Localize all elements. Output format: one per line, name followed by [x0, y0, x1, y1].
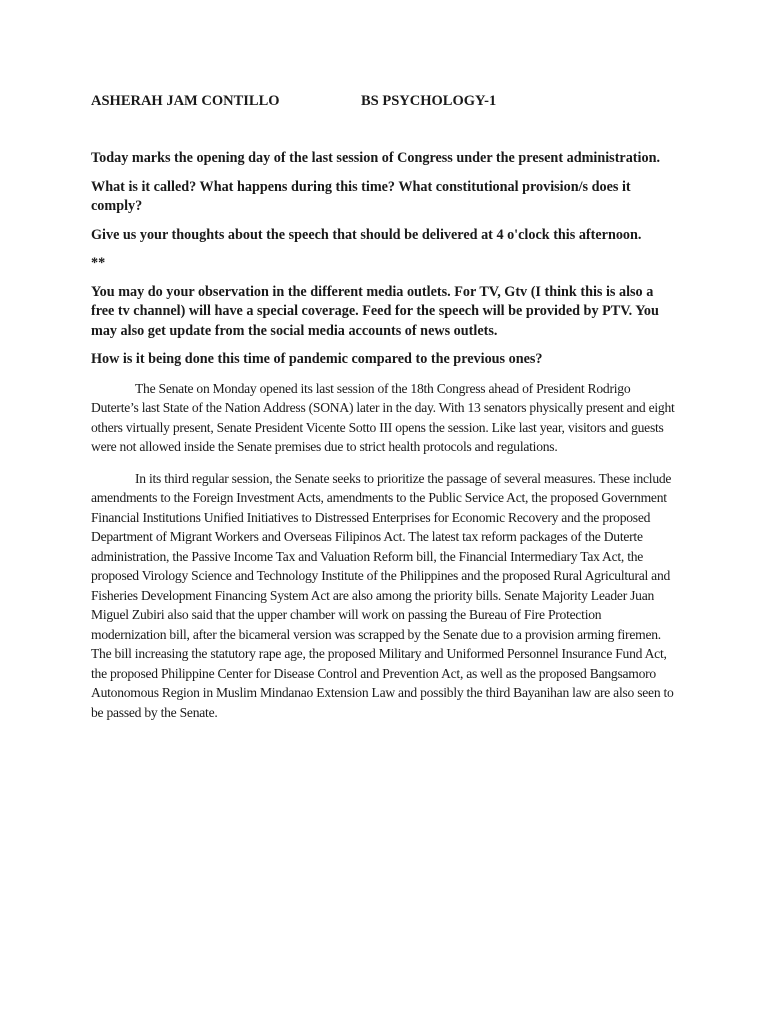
- student-name: ASHERAH JAM CONTILLO: [91, 93, 280, 109]
- prompt-paragraph-5: How is it being done this time of pandemic compared to the previous ones?: [91, 351, 543, 367]
- document-page: [91, 93, 677, 734]
- document-header: [91, 93, 677, 113]
- answer-paragraph-1: The Senate on Monday opened its last session of the 18th Congress ahead of President Rodrigo Duterte’s last State of the Nation Address (SONA) later in the day. With 13 senators physically present and eight others virtually present, Senate President Vicente Sotto III opens the session. Like last year, visitors and guests were not allowed inside the Senate premises due to strict health protocols and regulations.: [91, 380, 675, 454]
- prompt-paragraph-4: You may do your observation in the different media outlets. For TV, Gtv (I think this is also a free tv channel) will have a special coverage. Feed for the speech will be provided by PTV. You may also get update from the social media accounts of news outlets.: [91, 283, 659, 339]
- course-label: BS PSYCHOLOGY-1: [361, 93, 497, 109]
- prompt-paragraph-3: Give us your thoughts about the speech that should be delivered at 4 o'clock this afternoon.: [91, 226, 642, 243]
- answer-paragraph-2: In its third regular session, the Senate seeks to prioritize the passage of several measures. These include amendments to the Foreign Investment Acts, amendments to the Public Service Act, the proposed Government Financial Institutions Unified Initiatives to Distressed Enterprises for Economic Recovery and the proposed Department of Migrant Workers and Overseas Filipinos Act. The latest tax reform packages of the Duterte administration, the Passive Income Tax and Valuation Reform bill, the Financial Intermediary Tax Act, the proposed Virology Science and Technology Institute of the Philippines and the proposed Rural Agricultural and Fisheries Development Financing System Act are also among the priority bills. Senate Majority Leader Juan Miguel Zubiri also said that the upper chamber will work on passing the Bureau of Fire Protection modernization bill, after the bicameral version was scrapped by the Senate due to a provision arming firemen. The bill increasing the statutory rape age, the proposed Military and Uniformed Personnel Insurance Fund Act, the proposed Philippine Center for Disease Control and Prevention Act, as well as the proposed Bangsamoro Autonomous Region in Muslim Mindanao Extension Law and possibly the third Bayanihan law are also seen to be passed by the Senate.: [91, 470, 674, 720]
- prompt-paragraph-1: Today marks the opening day of the last session of Congress under the present administration.: [91, 150, 661, 166]
- section-separator: **: [91, 255, 106, 271]
- prompt-paragraph-2: What is it called? What happens during this time? What constitutional provision/s does it comply?: [91, 178, 631, 214]
